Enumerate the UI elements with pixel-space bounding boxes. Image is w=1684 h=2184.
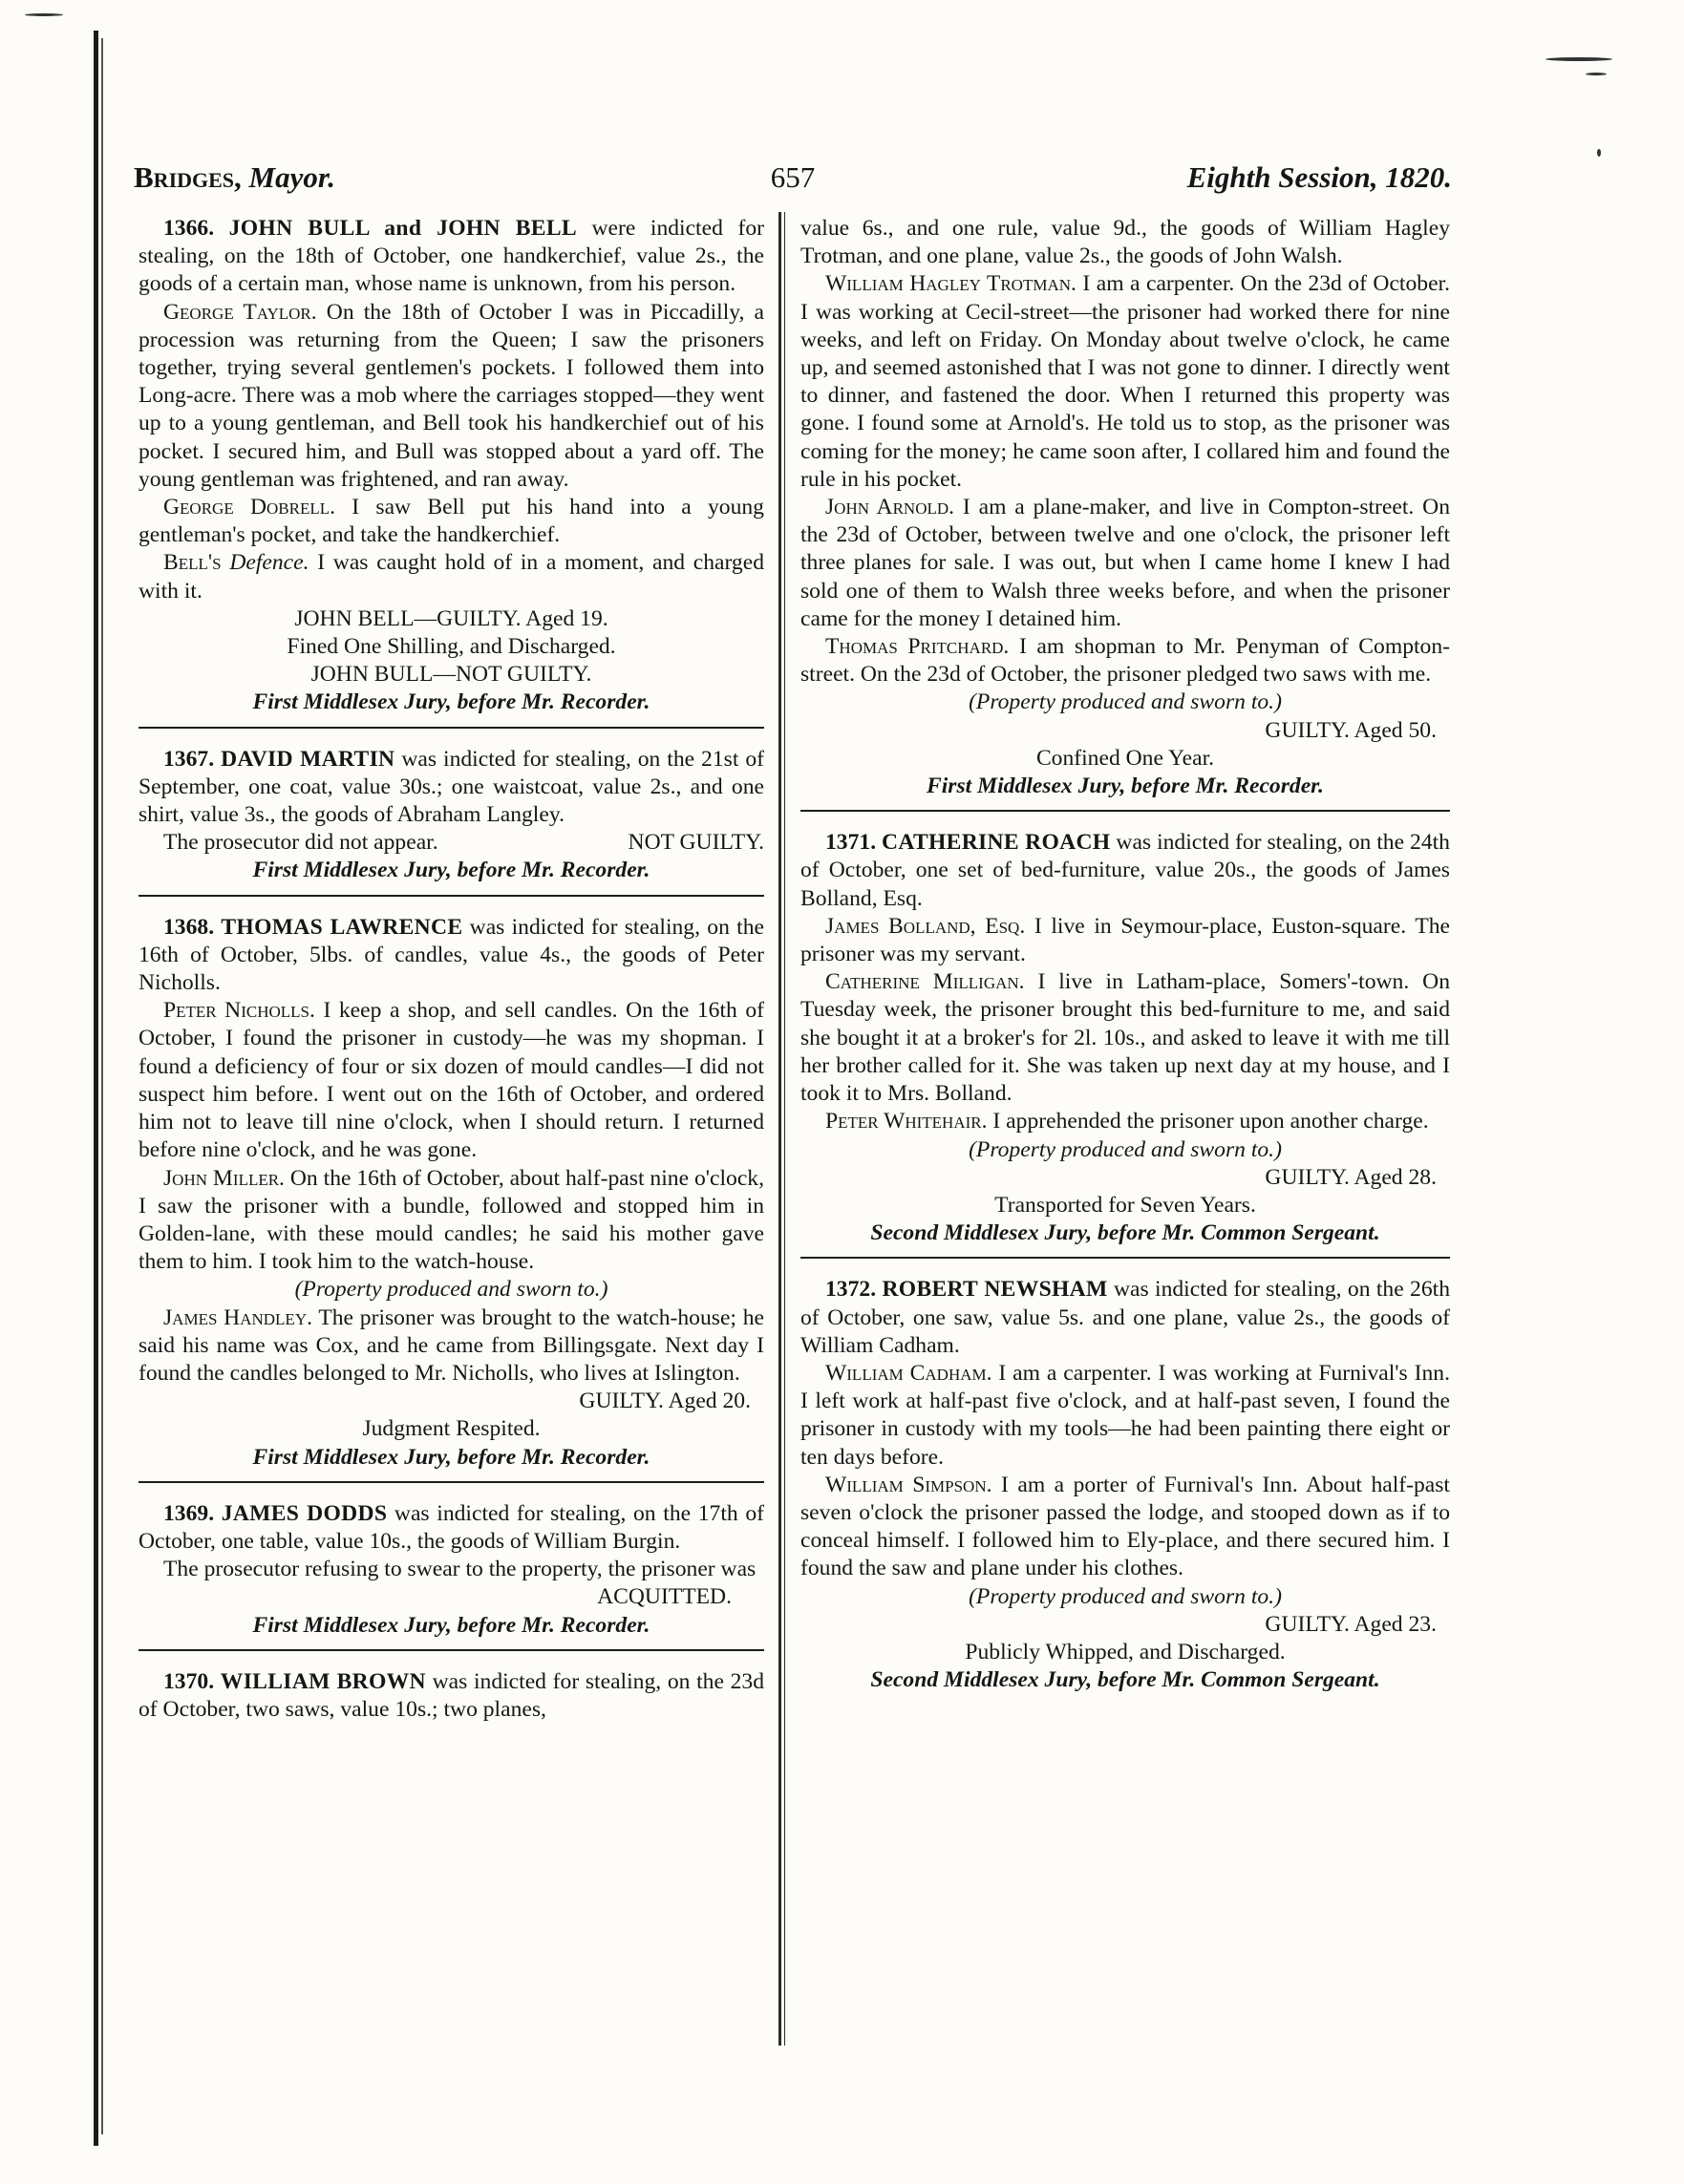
binding-edge-shadow [101,38,103,2134]
case-intro [139,914,764,998]
verdict: GUILTY. Aged 50. [1265,717,1437,743]
case-1370-continued [800,215,1450,800]
jury-line: First Middlesex Jury, before Mr. Recorder. [252,1444,650,1470]
witness-name: William Cadham. [825,1360,992,1386]
charge-text: was indicted for stealing, on the 16th of October, 5lbs. of candles, value 4s., the goods of Peter Nicholls. [139,914,764,996]
witness-name: George Dobrell. [163,495,336,520]
testimony [139,1165,764,1277]
case-number: 1368. [163,914,215,940]
witness-name: Peter Whitehair. [825,1109,988,1134]
case-note: The prosecutor did not appear. [163,830,438,856]
verdict: NOT GUILTY. [628,830,764,856]
property-note: (Property produced and sworn to.) [969,1136,1282,1162]
testimony [800,1472,1450,1583]
jury-line: First Middlesex Jury, before Mr. Recorder. [252,858,650,883]
witness-name: Catherine Milligan. [825,969,1025,995]
case-note-text: The prosecutor refusing to swear to the property, the prisoner was [163,1557,757,1582]
verdict: ACQUITTED. [597,1584,732,1610]
testimony-text: I saw Bell put his hand into a young gentleman's pocket, and take the handkerchief. [139,495,764,548]
case-number: 1372. [825,1277,877,1303]
testimony-text: The prisoner was brought to the watch-house; he said his name was Cox, and he came from Billingsgate. Next day I found the candles belonged to Mr. Nicholls, who lives at Islington. [139,1304,765,1386]
verdict: JOHN BELL—GUILTY. Aged 19. [294,605,608,631]
scan-speck [1545,57,1612,61]
testimony [800,270,1450,494]
scan-speck [25,13,63,16]
page-header [134,160,1452,202]
case-separator [800,1257,1450,1259]
witness-name: William Simpson. [825,1472,992,1497]
case-intro [139,1500,764,1556]
jury-line: First Middlesex Jury, before Mr. Recorder. [252,689,650,715]
scan-speck [1597,149,1601,157]
testimony-text: I am a porter of Furnival's Inn. About half-past seven o'clock the prisoner passed the lodge, and stooped down as if to conceal himself. I followed him to Ely-place, and there secured him. I found the saw and plane under his clothes. [800,1472,1450,1581]
witness-name: James Handley. [163,1304,312,1330]
case-separator [139,727,764,729]
case-number: 1367. [163,746,215,772]
charge-text: was indicted for stealing, on the 17th of October, one table, value 10s., the goods of William Burgin. [139,1500,764,1554]
jury-line: Second Middlesex Jury, before Mr. Common Sergeant. [870,1667,1380,1693]
accused-name: WILLIAM BROWN [220,1668,426,1694]
witness-name: John Arnold. [825,495,955,520]
case-intro [800,1276,1450,1360]
testimony-text: I apprehended the prisoner upon another charge. [992,1109,1429,1134]
accused-name: JOHN BULL and JOHN BELL [228,216,577,241]
case-1371 [800,829,1450,1247]
case-intro [139,1668,764,1724]
charge-text: were indicted for stealing, on the 18th of October, one handkerchief, value 2s., the goods of a certain man, whose name is unknown, from his person. [139,216,764,297]
verdict: JOHN BULL—NOT GUILTY. [310,662,592,688]
case-number: 1369. [163,1500,215,1526]
testimony [800,494,1450,633]
case-1370 [139,1668,764,1724]
jury-line: Second Middlesex Jury, before Mr. Common Sergeant. [870,1220,1380,1246]
case-separator [139,1649,764,1651]
page-number: 657 [770,160,816,194]
accused-name: JAMES DODDS [221,1500,388,1526]
charge-text: was indicted for stealing, on the 21st of September, one coat, value 30s.; one waistcoat, value 2s., and one shirt, value 3s., the goods of Abraham Langley. [139,746,764,828]
testimony [800,1108,1450,1135]
witness-name: William Hagley Trotman. [825,271,1076,297]
charge-continuation: value 6s., and one rule, value 9d., the goods of William Hagley Trotman, and one plane, value 2s., the goods of John Walsh. [800,216,1450,269]
case-number: 1370. [163,1668,215,1694]
sentence: Judgment Respited. [362,1416,541,1442]
scan-speck [1586,73,1607,75]
case-separator [139,895,764,897]
property-note: (Property produced and sworn to.) [969,1583,1282,1609]
jury-line: First Middlesex Jury, before Mr. Recorder. [927,774,1324,799]
testimony [139,494,764,549]
testimony-text: I am a carpenter. I was working at Furnival's Inn. I left work at half-past five o'clock, and at half-past seven, I found the prisoner in custody with my tools—he had been painting there eight or ten days before. [800,1360,1450,1470]
sentence: Transported for Seven Years. [994,1192,1256,1218]
testimony [139,997,764,1164]
header-mayor-name: Bridges, [134,160,242,194]
sentence: Confined One Year. [1035,745,1215,771]
testimony-text: I am a carpenter. On the 23d of October. I was working at Cecil-street—the prisoner had worked there for nine weeks, and left on Friday. On Monday about twelve o'clock, he came up, and seemed astonished that I was not gone to dinner. I directly went to dinner, and fastened the door. When I returned this property was gone. I found some at Arnold's. He told us to stop, as the prisoner was coming for the money; he came soon after, I collared him and found the rule in his pocket. [800,271,1450,492]
witness-name: James Bolland, Esq. [825,913,1026,939]
case-1372 [800,1276,1450,1694]
case-1368 [139,914,764,1472]
binding-edge [94,31,98,2146]
property-note: (Property produced and sworn to.) [969,689,1282,715]
case-intro [139,746,764,830]
right-column [800,215,1450,1704]
witness-name: John Miller. [163,1165,285,1191]
jury-line: First Middlesex Jury, before Mr. Recorder. [252,1612,650,1638]
testimony-text: I am shopman to Mr. Penyman of Compton-street. On the 23d of October, the prisoner pledged two saws with me. [800,634,1450,688]
testimony [800,913,1450,968]
sentence: Fined One Shilling, and Discharged. [287,634,616,660]
case-1369 [139,1500,764,1640]
case-number: 1371. [825,830,877,856]
testimony-text: I am a plane-maker, and live in Compton-street. On the 23d of October, between twelve and one o'clock, the prisoner left three planes for sale. I was out, but when I came home I knew I had sold one of them to Walsh three weeks before, and when the prisoner came for the money I detained him. [800,495,1450,631]
defence-name: Bell's [163,550,222,576]
case-intro [800,829,1450,913]
testimony-text: On the 18th of October I was in Piccadilly, a procession was returning from the Queen; I saw the prisoners together, trying several gentlemen's pockets. I followed them into Long-acre. There was a mob where the carriages stopped—they went up to a young gentleman, and Bell took his handkerchief out of his pocket. I secured him, and Bull was stopped about a yard off. The young gentleman was frightened, and ran away. [139,299,764,492]
testimony-text: I keep a shop, and sell candles. On the 16th of October, I found the prisoner in custody—he was my shopman. I found a deficiency of four or six dozen of mould candles—I did not suspect him before. I went out on the 16th of October, and ordered him not to leave till nine o'clock, when I should return. I returned before nine o'clock, and he was gone. [139,998,765,1163]
accused-name: DAVID MARTIN [221,746,395,772]
case-number: 1366. [163,216,215,241]
verdict: GUILTY. Aged 28. [1265,1164,1437,1190]
charge-text: was indicted for stealing, on the 24th of October, one set of bed-furniture, value 20s., the goods of James Bolland, Esq. [800,830,1450,911]
case-separator [800,810,1450,812]
verdict: GUILTY. Aged 20. [579,1389,751,1414]
header-mayor-role: Mayor. [248,160,335,194]
left-column [139,215,764,1733]
case-note [139,1556,764,1610]
witness-name: George Taylor. [163,299,317,325]
sentence: Publicly Whipped, and Discharged. [965,1639,1286,1665]
testimony-text: I live in Seymour-place, Euston-square. The prisoner was my servant. [800,913,1450,967]
accused-name: ROBERT NEWSHAM [882,1277,1108,1303]
verdict: GUILTY. Aged 23. [1265,1611,1437,1637]
charge-text: was indicted for stealing, on the 26th of October, one saw, value 5s. and one plane, value 2s., the goods of William Cadham. [800,1277,1450,1358]
testimony [139,1304,764,1389]
case-1366 [139,215,764,717]
accused-name: THOMAS LAWRENCE [221,914,463,940]
defence-text: I was caught hold of in a moment, and charged with it. [139,550,764,604]
column-divider-inner [784,212,785,2046]
defence-label: Defence. [229,550,309,576]
property-note: (Property produced and sworn to.) [294,1277,608,1303]
testimony [800,633,1450,689]
header-session: Eighth Session, 1820. [1186,160,1452,194]
defence [139,549,764,604]
case-separator [139,1481,764,1483]
case-intro [139,215,764,299]
case-1367 [139,746,764,885]
testimony-text: I live in Latham-place, Somers'-town. On Tuesday week, the prisoner brought this bed-furniture to me, and said she bought it at a broker's for 2l. 10s., and asked to leave it with me till her brother called for it. She was taken up next day at my house, and I took it to Mrs. Bolland. [800,969,1450,1107]
testimony [800,968,1450,1108]
testimony [139,299,764,494]
witness-name: Peter Nicholls. [163,998,315,1024]
charge-text: was indicted for stealing, on the 23d of October, two saws, value 10s.; two planes, [139,1668,765,1722]
testimony-text: On the 16th of October, about half-past nine o'clock, I saw the prisoner with a bundle, followed and stopped him in Golden-lane, with these mould candles; he said his mother gave them to him. I took him to the watch-house. [139,1165,765,1275]
witness-name: Thomas Pritchard. [825,634,1010,660]
verdict-line [139,829,764,857]
column-divider [778,212,781,2046]
accused-name: CATHERINE ROACH [882,830,1111,856]
testimony [800,1360,1450,1472]
